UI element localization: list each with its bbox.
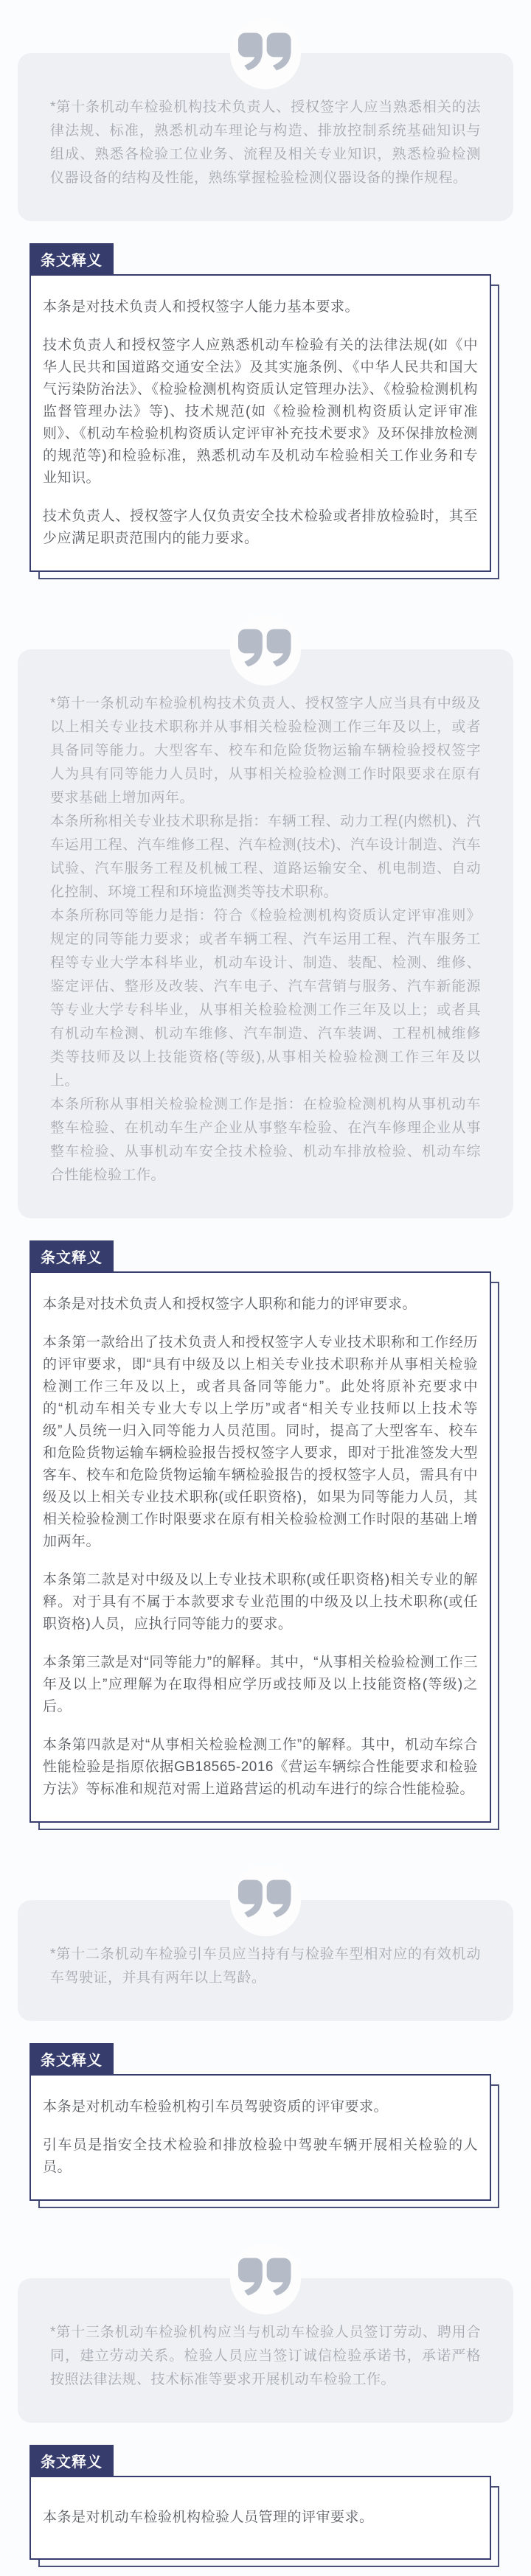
quote-card-wrap xyxy=(18,1865,513,2021)
interpretation-block xyxy=(30,1240,491,1823)
quote-close-icon xyxy=(238,2258,293,2296)
quote-card-wrap xyxy=(18,18,513,221)
interpretation-paragraph: 技术负责人和授权签字人应熟悉机动车检验有关的法律法规(如《中华人民共和国道路交通安全法》及其实施条例、《中华人民共和国大气污染防治法》、《检验检测机构资质认定管理办法》、《检验检测机构监督管理办法》等)、技术规范(如《检验检测机构资质认定评审准则》、《机动车检验机构资质认定评审补充技术要求》及环保排放检测的规范等)和检验标准，熟悉机动车及机动车检验相关工作业务和专业知识。 xyxy=(43,338,478,486)
interpretation-paragraph: 本条第三款是对“同等能力”的解释。其中，“从事相关检验检测工作三年及以上”应理解为在取得相应学历或技师及以上技能资格(等级)之后。 xyxy=(43,1655,478,1714)
interpretation-box xyxy=(30,2476,491,2560)
quote-card-wrap xyxy=(18,615,513,1218)
interpretation-box xyxy=(30,2074,491,2201)
interpretation-box xyxy=(30,1271,491,1823)
quote-circle xyxy=(230,2244,301,2314)
quote-circle xyxy=(230,615,301,685)
interpretation-box xyxy=(30,274,491,572)
interpretation-label: 条文释义 xyxy=(30,1240,114,1273)
quote-card-wrap xyxy=(18,2244,513,2423)
interpretation-paragraph: 本条第一款给出了技术负责人和授权签字人专业技术职称和工作经历的评审要求，即“具有中级及以上相关专业技术职称并从事相关检验检测工作三年及以上，或者具备同等能力”。此处将原补充要求中的“机动车相关专业大专以上学历”或者“相关专业技师以上技术等级”人员统一归入同等能力人员范围。同时，提高了大型客车、校车和危险货物运输车辆检验报告授权签字人要求，即对于批准签发大型客车、校车和危险货物运输车辆检验报告的授权签字人员，需具有中级及以上相关专业技术职称(或任职资格)，如果为同等能力人员，其相关检验检测工作时限要求在原有相关检验检测工作时限的基础上增加两年。 xyxy=(43,1335,478,1549)
quote-circle xyxy=(230,18,301,89)
quote-close-icon xyxy=(238,629,293,667)
article-quote-paragraph: 本条所称同等能力是指：符合《检验检测机构资质认定评审准则》规定的同等能力要求；或者车辆工程、汽车运用工程、汽车服务工程等专业大学本科毕业，机动车设计、制造、装配、检测、维修、鉴定评估、整形及改装、汽车电子、汽车营销与服务、汽车新能源等专业大学专科毕业，从事相关检验检测工作三年及以上；或者具有机动车检测、机动车维修、汽车制造、汽车装调、工程机械维修类等技师及以上技能资格(等级),从事相关检验检测工作三年及以上。 xyxy=(50,908,481,1089)
article-quote-paragraph: 本条所称相关专业技术职称是指：车辆工程、动力工程(内燃机)、汽车运用工程、汽车维修工程、汽车检测(技术)、汽车设计制造、汽车试验、汽车服务工程及机械工程、道路运输安全、机电制造、自动化控制、环境工程和环境监测类等技术职称。 xyxy=(50,814,481,900)
article-section-10 xyxy=(0,18,531,572)
interpretation-label: 条文释义 xyxy=(30,2445,114,2477)
interpretation-paragraph: 本条是对机动车检验机构检验人员管理的评审要求。 xyxy=(43,2510,374,2525)
interpretation-label: 条文释义 xyxy=(30,2043,114,2076)
quote-close-icon xyxy=(238,1879,293,1918)
article-quote-paragraph: *第十一条机动车检验机构技术负责人、授权签字人应当具有中级及以上相关专业技术职称并从事相关检验检测工作三年及以上，或者具备同等能力。大型客车、校车和危险货物运输车辆检验授权签字人为具有同等能力人员时，从事相关检验检测工作时限要求在原有要求基础上增加两年。 xyxy=(50,696,481,806)
interpretation-paragraph: 本条是对技术负责人和授权签字人能力基本要求。 xyxy=(43,299,360,315)
article-quote-card xyxy=(18,649,513,1218)
interpretation-paragraph: 本条第四款是对“从事相关检验检测工作”的解释。其中，机动车综合性能检验是指原依据GB18565-2016《营运车辆综合性能要求和检验方法》等标准和规范对需上道路营运的机动车进行的综合性能检验。 xyxy=(43,1737,478,1797)
article-quote-paragraph: *第十条机动车检验机构技术负责人、授权签字人应当熟悉相关的法律法规、标准，熟悉机动车理论与构造、排放控制系统基础知识与组成、熟悉各检验工位业务、流程及相关专业知识，熟悉检验检测仪器设备的结构及性能，熟练掌握检验检测仪器设备的操作规程。 xyxy=(50,100,481,186)
interpretation-block xyxy=(30,2445,491,2560)
article-quote-paragraph: *第十二条机动车检验引车员应当持有与检验车型相对应的有效机动车驾驶证，并具有两年以上驾龄。 xyxy=(50,1947,481,1986)
article-quote-paragraph: 本条所称从事相关检验检测工作是指：在检验检测机构从事机动车整车检验、在机动车生产企业从事整车检验、在汽车修理企业从事整车检验、从事机动车安全技术检验、机动车排放检验、机动车综合性能检验工作。 xyxy=(50,1097,481,1183)
interpretation-paragraph: 引车员是指安全技术检验和排放检验中驾驶车辆开展相关检验的人员。 xyxy=(43,2137,478,2175)
quote-circle xyxy=(230,1865,301,1936)
interpretation-label: 条文释义 xyxy=(30,243,114,276)
interpretation-block xyxy=(30,2043,491,2201)
interpretation-block xyxy=(30,243,491,572)
interpretation-paragraph: 本条是对机动车检验机构引车员驾驶资质的评审要求。 xyxy=(43,2099,389,2115)
article-section-13 xyxy=(0,2244,531,2560)
quote-close-icon xyxy=(238,32,293,71)
article-section-11 xyxy=(0,615,531,1823)
article-quote-paragraph: *第十三条机动车检验机构应当与机动车检验人员签订劳动、聘用合同，建立劳动关系。检验人员应当签订诚信检验承诺书，承诺严格按照法律法规、技术标准等要求开展机动车检验工作。 xyxy=(50,2325,481,2387)
interpretation-paragraph: 本条是对技术负责人和授权签字人职称和能力的评审要求。 xyxy=(43,1296,417,1312)
article-section-12 xyxy=(0,1865,531,2201)
interpretation-paragraph: 本条第二款是对中级及以上专业技术职称(或任职资格)相关专业的解释。对于具有不属于本款要求专业范围的中级及以上技术职称(或任职资格)人员，应执行同等能力的要求。 xyxy=(43,1572,478,1632)
interpretation-paragraph: 技术负责人、授权签字人仅负责安全技术检验或者排放检验时，其至少应满足职责范围内的能力要求。 xyxy=(43,509,478,546)
